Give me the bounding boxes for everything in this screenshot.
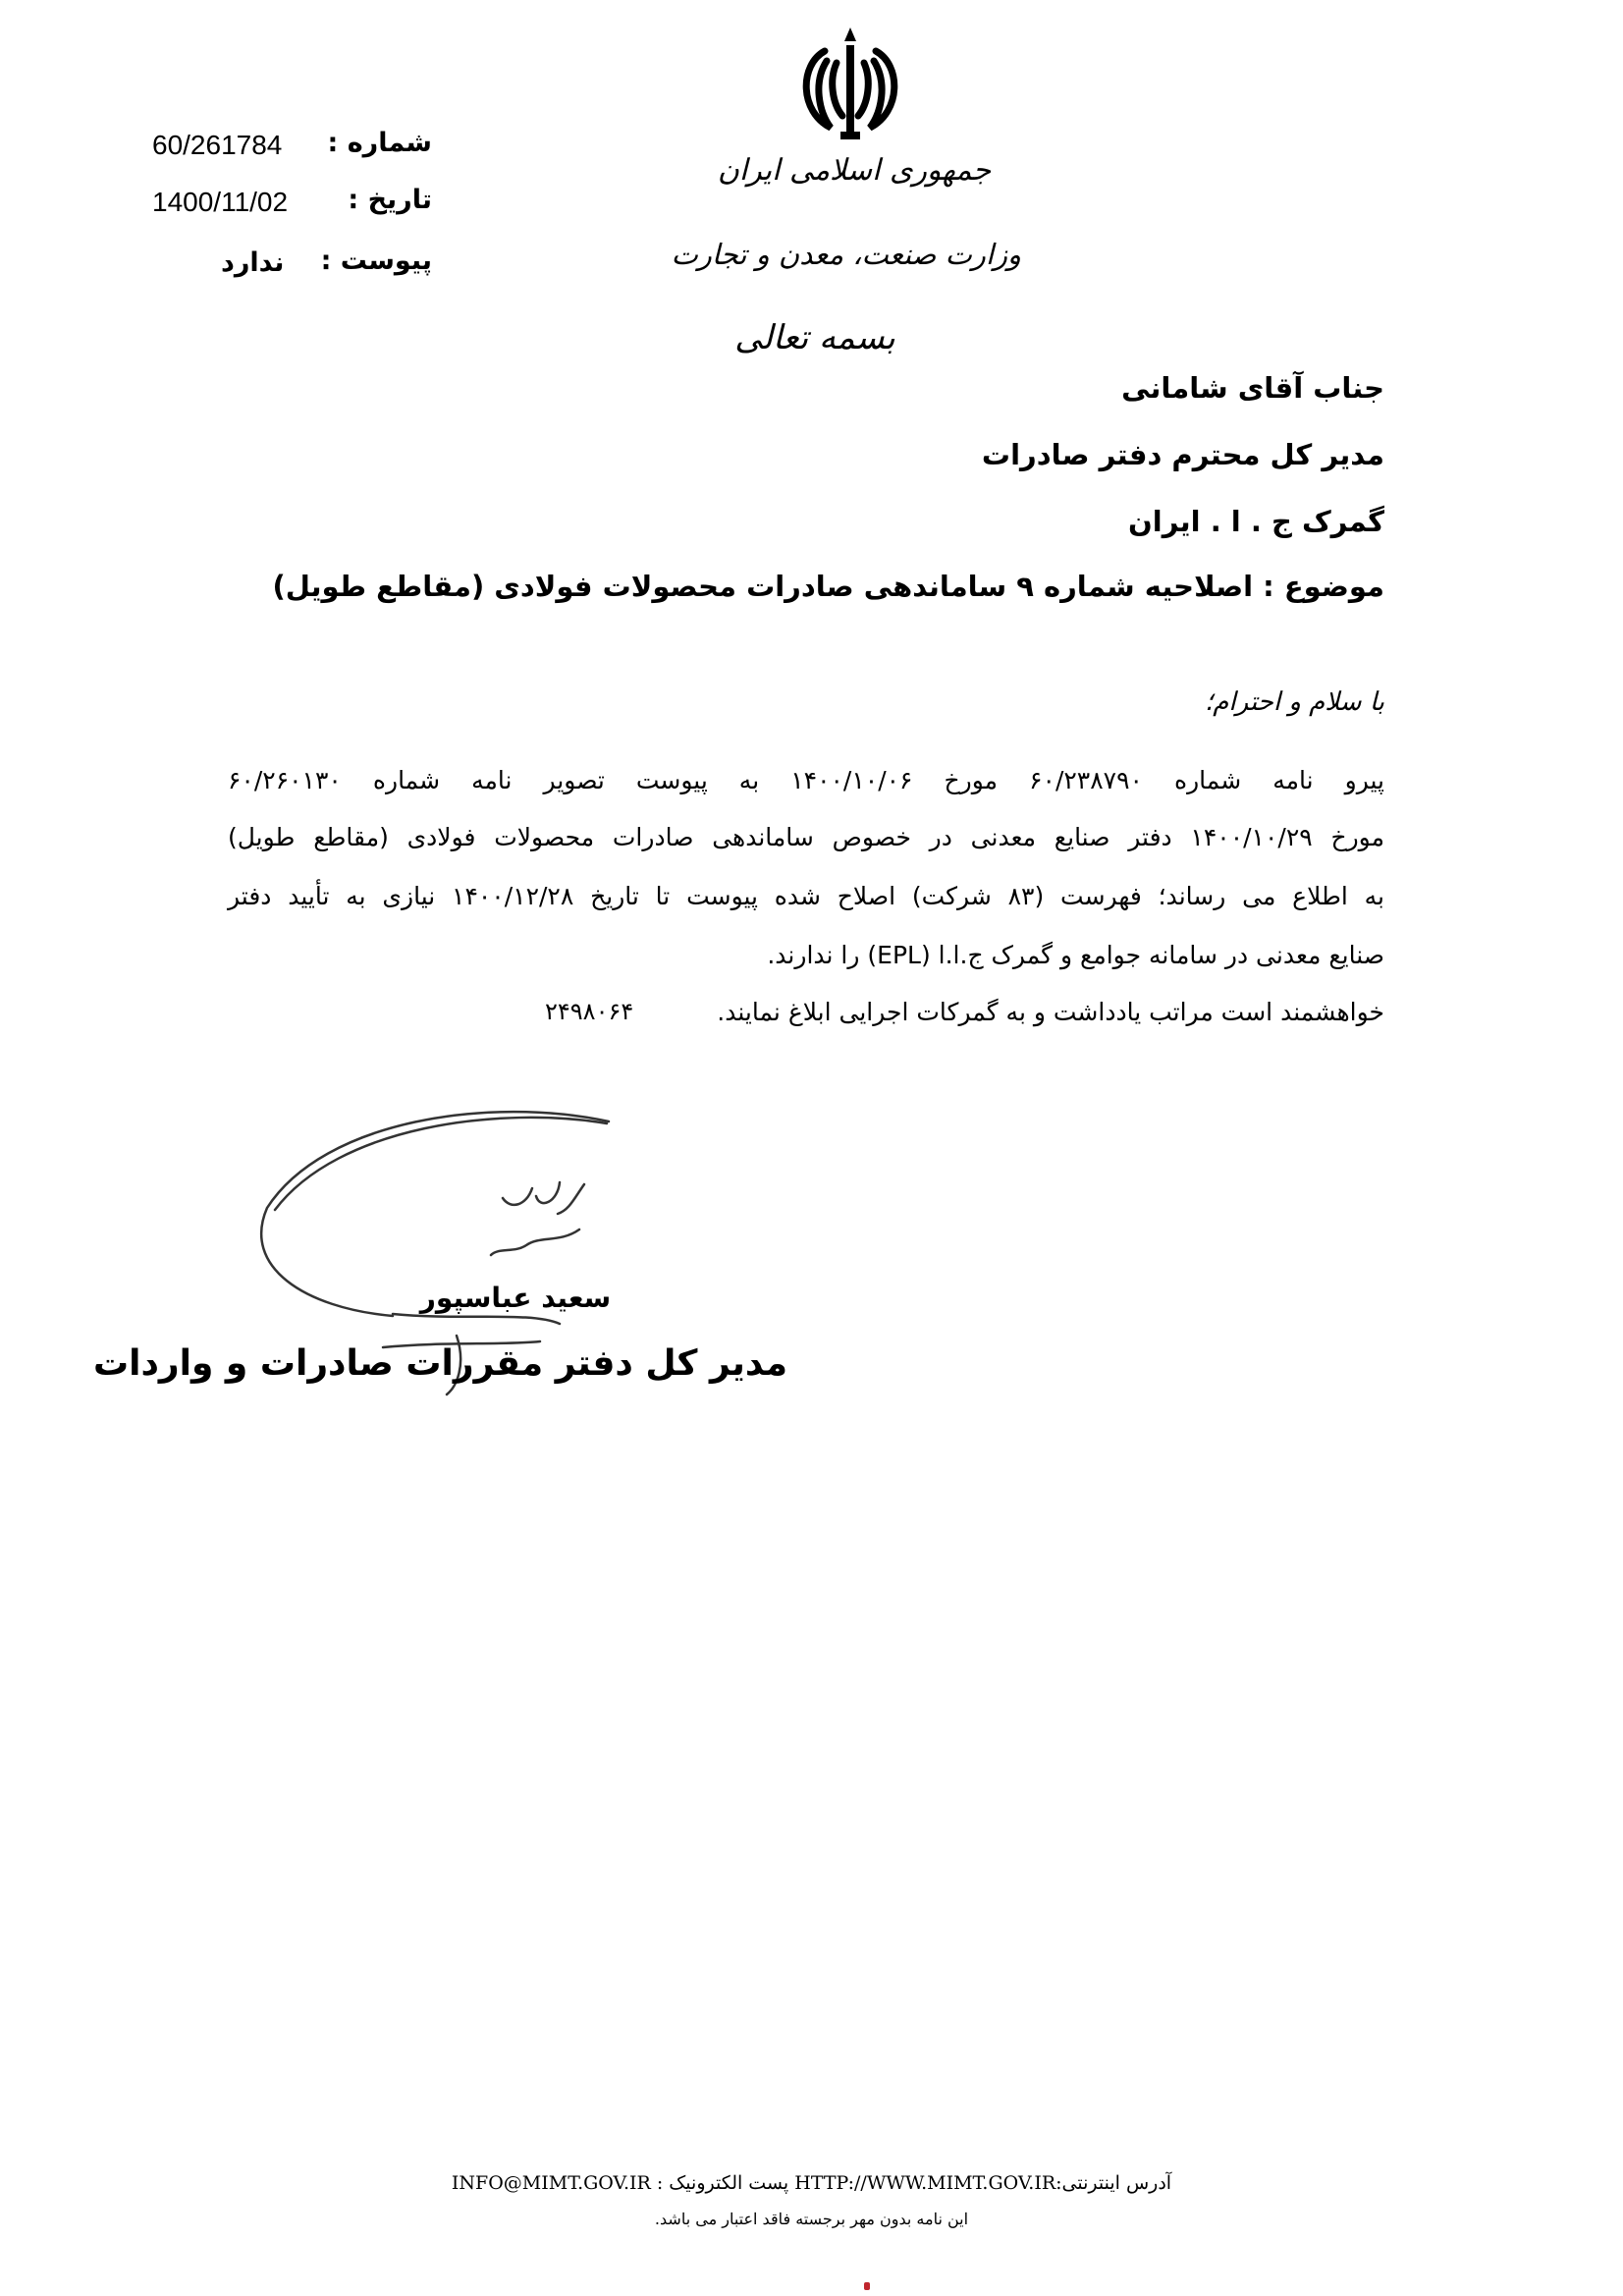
addressee-organization: گمرک ج . ا . ایران — [1128, 505, 1384, 538]
body-line-1: پیرو نامه شماره ۶۰/۲۳۸۷۹۰ مورخ ۱۴۰۰/۱۰/۰۶ به پیوست تصویر نامه شماره ۶۰/۲۶۰۱۳۰ — [228, 766, 1384, 794]
footer-contact: آدرس اینترنتی:HTTP://WWW.MIMT.GOV.IR پست الکترونیک : INFO@MIMT.GOV.IR — [451, 2172, 1172, 2194]
signatory-name: سعید عباسپور — [419, 1282, 612, 1314]
signatory-title: مدیر کل دفتر مقررات صادرات و واردات — [92, 1343, 787, 1384]
date-field — [152, 185, 432, 228]
number-value: 60/261784 — [152, 130, 283, 160]
body-line-3: به اطلاع می رساند؛ فهرست (۸۳ شرکت) اصلاح شده پیوست تا تاریخ ۱۴۰۰/۱۲/۲۸ نیازی به تأیید دفتر — [228, 882, 1385, 910]
number-field — [152, 128, 432, 171]
body-line-4: صنایع معدنی در سامانه جوامع و گمرک ج.ا.ا (EPL) را ندارند. — [767, 941, 1384, 969]
attachment-value: ندارد — [221, 247, 285, 278]
org-ministry: وزارت صنعت، معدن و تجارت — [671, 238, 1021, 271]
date-label: تاریخ : — [348, 185, 432, 215]
number-label: شماره : — [327, 128, 432, 158]
closing-line: خواهشمند است مراتب یادداشت و به گمرکات اجرایی ابلاغ نمایند. — [717, 998, 1384, 1026]
date-value: 1400/11/02 — [152, 187, 289, 217]
attachment-label: پیوست : — [320, 246, 432, 276]
body-line-2: مورخ ۱۴۰۰/۱۰/۲۹ دفتر صنایع معدنی در خصوص ساماندهی صادرات محصولات فولادی (مقاطع طویل) — [228, 823, 1384, 851]
addressee-position: مدیر کل محترم دفتر صادرات — [981, 438, 1384, 471]
invocation: بسمه تعالی — [734, 318, 895, 357]
subject-line: موضوع : اصلاحیه شماره ۹ ساماندهی صادرات محصولات فولادی (مقاطع طویل) — [272, 570, 1384, 603]
footer-mark — [864, 2282, 870, 2290]
iran-emblem-icon — [791, 22, 909, 147]
addressee-name: جناب آقای شامانی — [1121, 371, 1384, 405]
org-country: جمهوری اسلامی ایران — [717, 153, 992, 188]
attachment-field — [152, 246, 432, 289]
greeting: با سلام و احترام؛ — [1205, 687, 1384, 717]
footer-note: این نامه بدون مهر برجسته فاقد اعتبار می باشد. — [654, 2210, 969, 2228]
reference-number: ۲۴۹۸۰۶۴ — [545, 998, 634, 1025]
